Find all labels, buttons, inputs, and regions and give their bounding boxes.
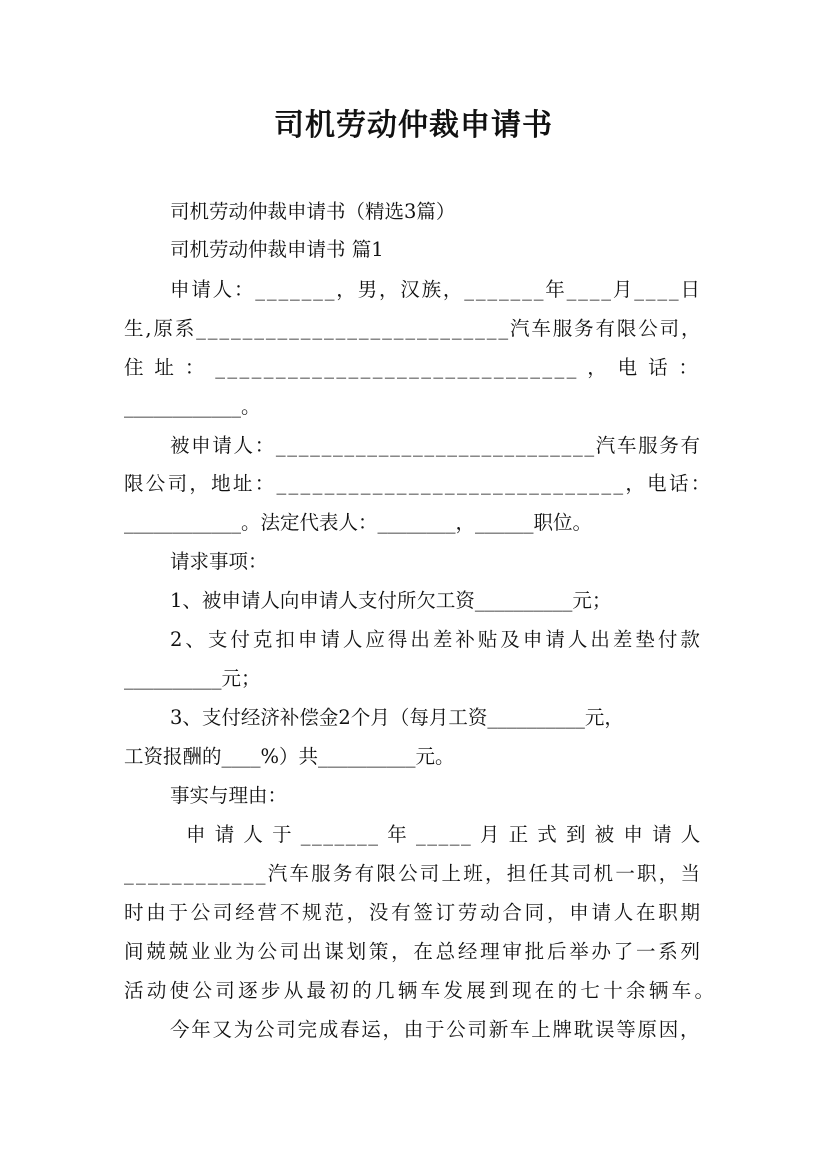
body-line: 司机劳动仲裁申请书（精选3篇） bbox=[170, 200, 456, 223]
body-line: 事实与理由： bbox=[170, 784, 288, 807]
body-line: 间兢兢业业为公司出谋划策，在总经理审批后举办了一系列 bbox=[124, 940, 703, 963]
body-line: 申 请 人 于 _______ 年 _____ 月 正 式 到 被 申 请 人 bbox=[186, 823, 702, 846]
body-line: 工资报酬的____%）共__________元。 bbox=[124, 745, 455, 768]
body-line: 请求事项： bbox=[170, 550, 268, 573]
body-line: 时由于公司经营不规范，没有签订劳动合同，申请人在职期 bbox=[124, 901, 703, 924]
body-line: ____________汽车服务有限公司上班，担任其司机一职，当 bbox=[124, 862, 703, 885]
body-line: 申请人：_______，男，汉族，_______年____月____日 bbox=[170, 278, 702, 301]
body-line: 被申请人：____________________________汽车服务有 bbox=[170, 434, 702, 457]
body-line: 今年又为公司完成春运，由于公司新车上牌耽误等原因， bbox=[170, 1018, 702, 1041]
body-line: 3、支付经济补偿金2个月（每月工资__________元， bbox=[170, 706, 624, 729]
body-line: ____________。法定代表人：________，______职位。 bbox=[124, 511, 593, 534]
body-line: 司机劳动仲裁申请书 篇1 bbox=[170, 238, 384, 261]
document-title: 司机劳动仲裁申请书 bbox=[274, 108, 553, 143]
body-line: ____________。 bbox=[124, 395, 261, 418]
body-line: __________元； bbox=[124, 667, 261, 690]
body-line: 住 址 ： ______________________________ ， 电 话 ： bbox=[124, 356, 701, 379]
body-line: 生,原系___________________________汽车服务有限公司， bbox=[124, 317, 703, 340]
body-line: 2、支付克扣申请人应得出差补贴及申请人出差垫付款 bbox=[170, 628, 703, 651]
body-line: 1、被申请人向申请人支付所欠工资__________元； bbox=[170, 589, 612, 612]
body-line: 限公司，地址：_____________________________，电话： bbox=[124, 472, 713, 495]
body-line: 活动使公司逐步从最初的几辆车发展到现在的七十余辆车。 bbox=[124, 979, 718, 1002]
